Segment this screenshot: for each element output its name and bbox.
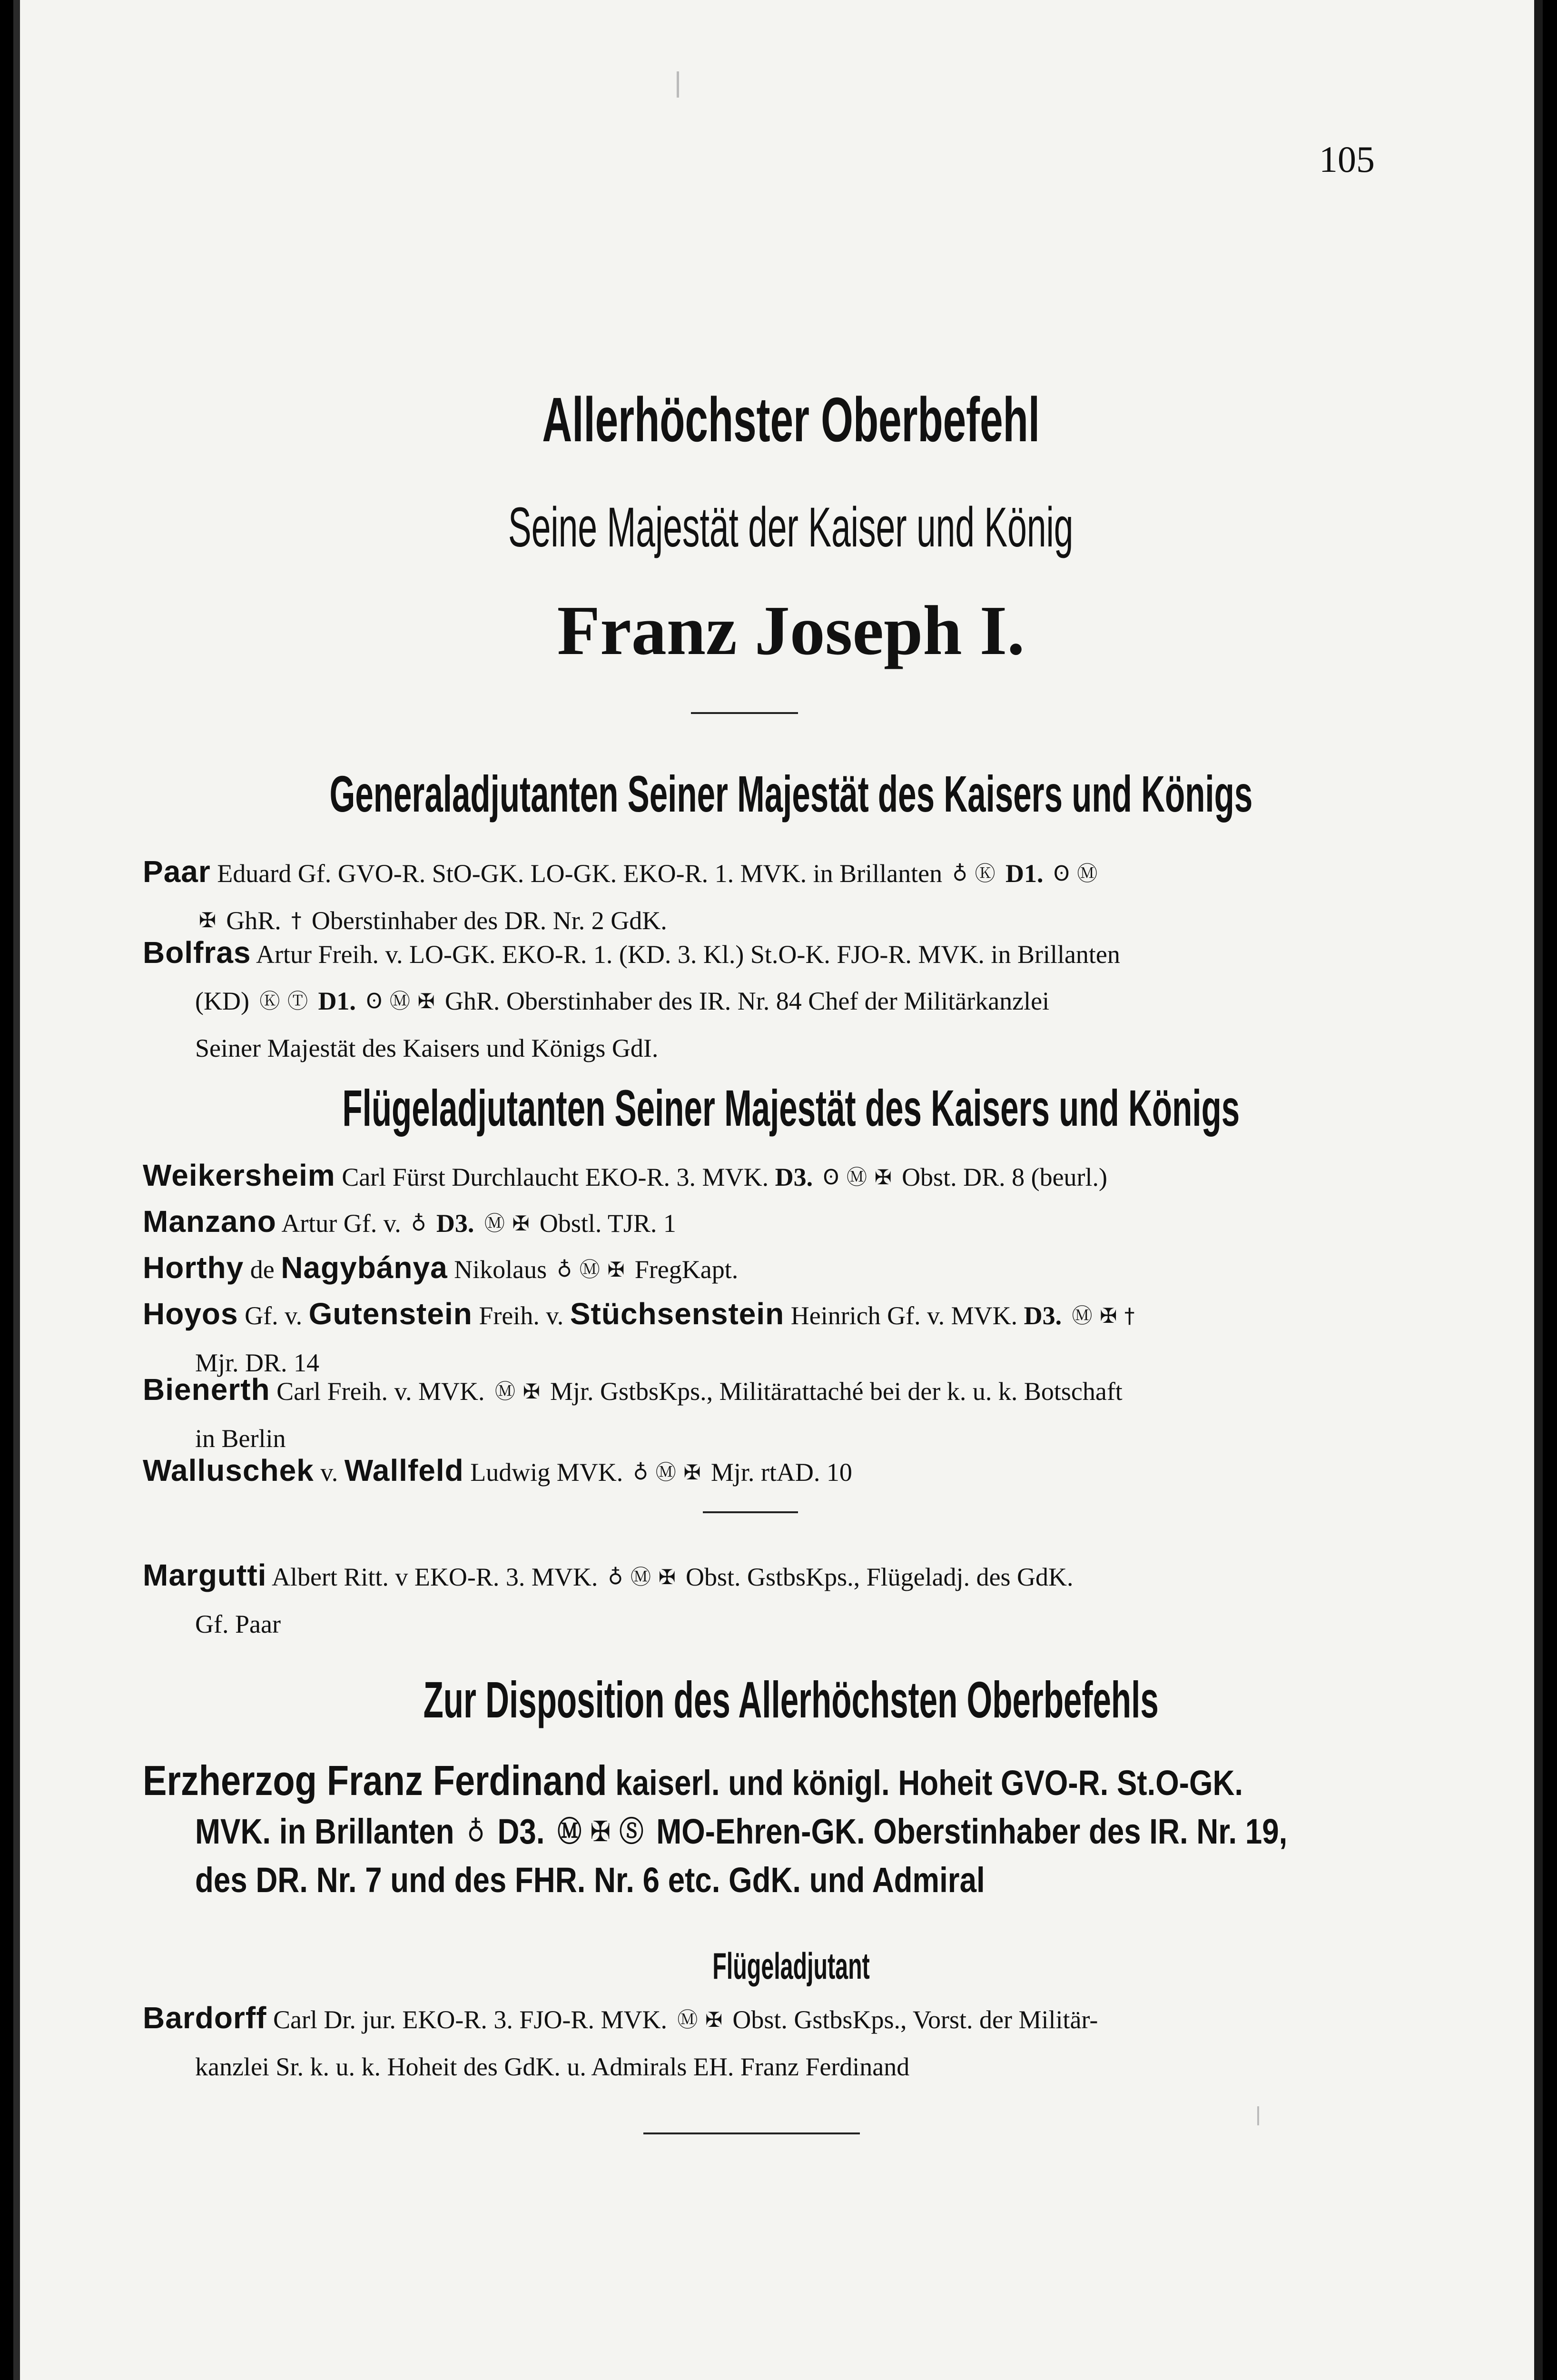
m-symbol-icon: Ⓜ — [846, 1165, 867, 1190]
k-symbol-icon: Ⓚ — [975, 862, 995, 886]
section-heading-disposition: Zur Disposition des Allerhöchsten Oberbefehls — [423, 1671, 1159, 1728]
page-title: Allerhöchster Oberbefehl — [542, 385, 1040, 455]
entry-hoyos: Hoyos Gf. v. Gutenstein Freih. v. Stüchsenstein Heinrich Gf. v. MVK. D3. Ⓜ ✠ † Mjr. DR. 14 — [143, 1290, 1375, 1386]
entry-margutti: Margutti Albert Ritt. v EKO-R. 3. MVK. ♁ Ⓜ ✠ Obst. GstbsKps., Flügeladj. des GdK. Gf. Paar — [143, 1552, 1375, 1647]
cross-symbol-icon: ✠ — [705, 2008, 723, 2032]
m-symbol-icon: Ⓜ — [630, 1565, 651, 1589]
knot-symbol-icon: ♁ — [608, 1565, 623, 1589]
divider — [691, 712, 798, 714]
section-heading-fluegeladjutanten: Flügeladjutanten Seiner Majestät des Kaisers und Königs — [342, 1079, 1240, 1137]
m-symbol-icon: Ⓜ — [655, 1460, 676, 1485]
m-symbol-icon: Ⓜ — [484, 1211, 505, 1236]
entry-bienerth: Bienerth Carl Freih. v. MVK. Ⓜ ✠ Mjr. GstbsKps., Militärattaché bei der k. u. k. Botschaft in Berlin — [143, 1366, 1375, 1462]
cross-symbol-icon: ✠ — [874, 1165, 892, 1190]
divider — [703, 1511, 798, 1513]
m-symbol-icon: Ⓜ — [557, 1815, 582, 1848]
cross-symbol-icon: ✠ — [683, 1460, 701, 1485]
cross-symbol-icon: ✠ — [512, 1211, 530, 1236]
m-symbol-icon: Ⓜ — [1077, 862, 1098, 886]
entry-bardorff: Bardorff Carl Dr. jur. EKO-R. 3. FJO-R. MVK. Ⓜ ✠ Obst. GstbsKps., Vorst. der Militär- kanzlei Sr. k. u. k. Hoheit des GdK. u. Admirals EH. Franz Ferdinand — [143, 1994, 1375, 2090]
knot-symbol-icon: ♁ — [411, 1211, 426, 1236]
page-number: 105 — [1319, 139, 1375, 180]
cross-symbol-icon: ✠ — [658, 1565, 676, 1589]
m-symbol-icon: Ⓜ — [389, 989, 410, 1013]
entry-paar: Paar Eduard Gf. GVO-R. StO-GK. LO-GK. EKO-R. 1. MVK. in Brillanten ♁ Ⓚ D1. ʘ Ⓜ ✠ GhR. † Oberstinhaber des DR. Nr. 2 GdK. — [143, 848, 1375, 944]
section-heading-generaladjutanten: Generaladjutanten Seiner Majestät des Kaisers und Königs — [329, 765, 1252, 823]
dagger-symbol-icon: † — [1124, 1304, 1135, 1328]
knot-symbol-icon: ♁ — [633, 1460, 649, 1485]
circle-symbol-icon: ʘ — [366, 989, 383, 1013]
entry-manzano: Manzano Artur Gf. v. ♁ D3. Ⓜ ✠ Obstl. TJR. 1 — [143, 1198, 1375, 1247]
t-symbol-icon: Ⓣ — [287, 989, 308, 1013]
entry-horthy: Horthy de Nagybánya Nikolaus ♁ Ⓜ ✠ FregKapt. — [143, 1244, 1375, 1293]
entry-erzherzog: Erzherzog Franz Ferdinand kaiserl. und königl. Hoheit GVO-R. St.O-GK. MVK. in Brillanten ♁ D3. Ⓜ ✠ Ⓢ MO-Ehren-GK. Oberstinhaber des IR. Nr. 19, des DR. Nr. 7 und des FHR. Nr. 6 etc. GdK. und Admiral — [143, 1757, 1288, 1900]
m-symbol-icon: Ⓜ — [579, 1258, 600, 1282]
m-symbol-icon: Ⓜ — [494, 1379, 516, 1404]
page-subtitle: Seine Majestät der Kaiser und König — [508, 496, 1074, 559]
entry-name: Horthy — [143, 1250, 244, 1285]
entry-name: Bardorff — [143, 2001, 267, 2035]
scan-artifact — [677, 71, 679, 98]
knot-symbol-icon: ♁ — [557, 1258, 572, 1282]
entry-weikersheim: Weikersheim Carl Fürst Durchlaucht EKO-R. 3. MVK. D3. ʘ Ⓜ ✠ Obst. DR. 8 (beurl.) — [143, 1152, 1375, 1201]
entry-name: Walluschek — [143, 1453, 314, 1488]
cross-symbol-icon: ✠ — [522, 1379, 540, 1404]
emperor-name: Franz Joseph I. — [557, 592, 1025, 670]
s-symbol-icon: Ⓢ — [619, 1815, 644, 1848]
circle-symbol-icon: ʘ — [1053, 862, 1070, 886]
entry-name: Paar — [143, 854, 211, 889]
knot-symbol-icon: ♁ — [952, 862, 967, 886]
cross-symbol-icon: ✠ — [590, 1815, 611, 1848]
entry-walluschek: Walluschek v. Wallfeld Ludwig MVK. ♁ Ⓜ ✠ Mjr. rtAD. 10 — [143, 1447, 1375, 1496]
entry-bolfras: Bolfras Artur Freih. v. LO-GK. EKO-R. 1. (KD. 3. Kl.) St.O-K. FJO-R. MVK. in Brillanten (KD) Ⓚ Ⓣ D1. ʘ Ⓜ ✠ GhR. Oberstinhaber des IR. Nr. 84 Chef der Militärkanzlei Seiner Majestät des Kaisers und Königs GdI. — [143, 935, 1120, 1062]
cross-symbol-icon: ✠ — [607, 1258, 625, 1282]
cross-symbol-icon: ✠ — [1100, 1304, 1117, 1328]
k-symbol-icon: Ⓚ — [259, 989, 280, 1013]
entry-name: Manzano — [143, 1204, 276, 1239]
entry-name: Margutti — [143, 1558, 267, 1592]
cross-symbol-icon: ✠ — [198, 909, 216, 933]
dagger-symbol-icon: † — [291, 909, 302, 933]
section-heading-fluegeladjutant: Flügeladjutant — [712, 1945, 870, 1987]
knot-symbol-icon: ♁ — [467, 1815, 485, 1848]
divider — [643, 2132, 860, 2134]
entry-name: Bienerth — [143, 1372, 270, 1407]
circle-symbol-icon: ʘ — [823, 1165, 839, 1190]
entry-name: Erzherzog Franz Ferdinand — [143, 1757, 607, 1804]
m-symbol-icon: Ⓜ — [677, 2008, 698, 2032]
entry-name: Hoyos — [143, 1297, 238, 1331]
scan-artifact — [1257, 2106, 1259, 2125]
m-symbol-icon: Ⓜ — [1072, 1304, 1093, 1328]
entry-name: Weikersheim — [143, 1158, 335, 1192]
entry-name: Bolfras — [143, 935, 251, 970]
cross-symbol-icon: ✠ — [417, 989, 435, 1013]
document-page — [13, 0, 1543, 2380]
